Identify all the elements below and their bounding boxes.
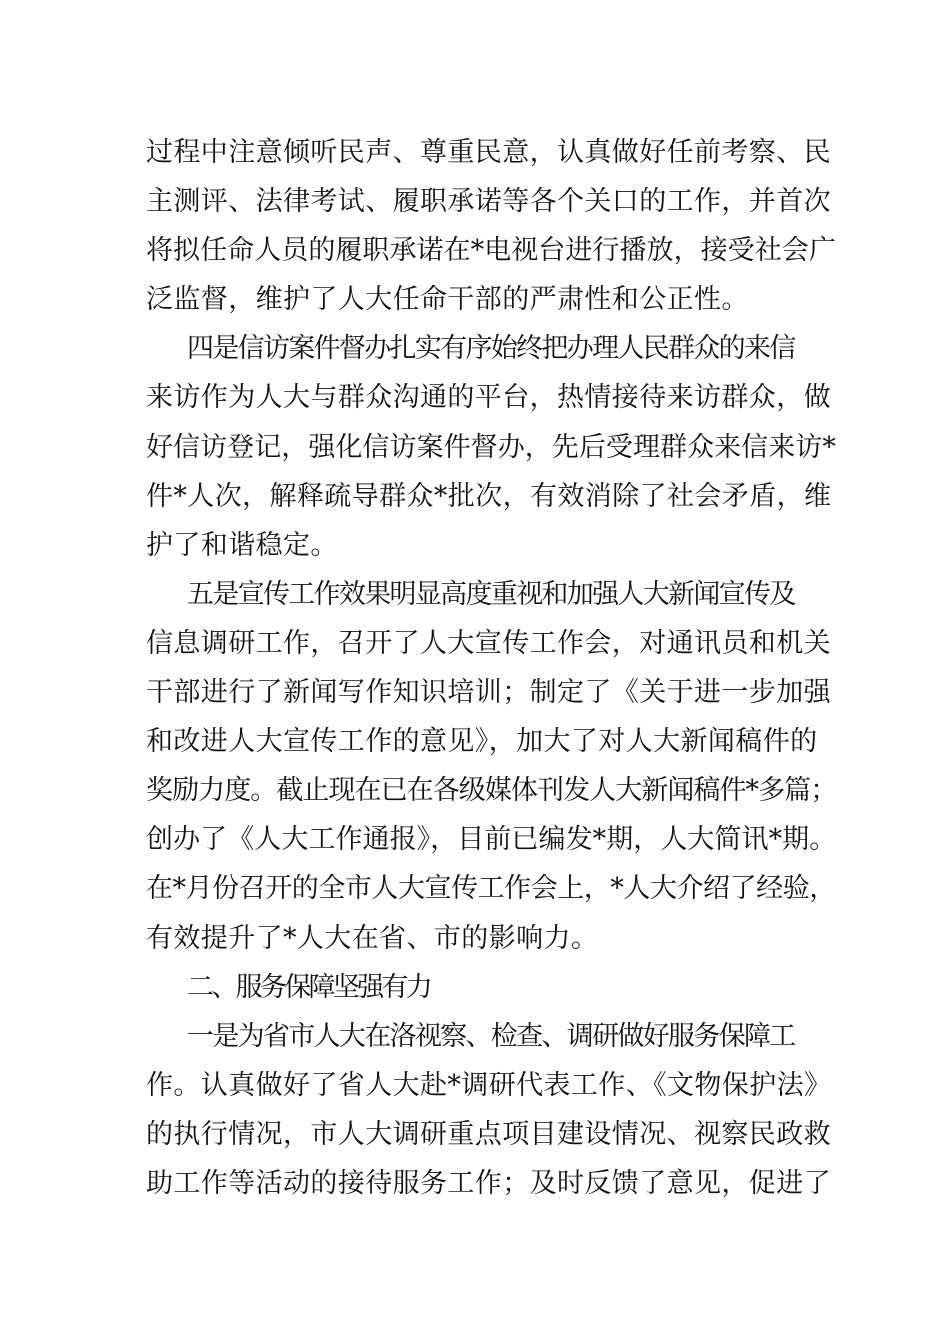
text-line: 件*人次，解释疏导群众*批次，有效消除了社会矛盾，维 [146, 480, 832, 512]
text-line: 来访作为人大与群众沟通的平台，热情接待来访群众，做 [146, 382, 831, 414]
text-line: 有效提升了*人大在省、市的影响力。 [146, 922, 599, 954]
text-line: 二、服务保障坚强有力 [187, 971, 430, 1003]
text-line: 泛监督，维护了人大任命干部的严肃性和公正性。 [146, 284, 749, 316]
text-line: 护了和谐稳定。 [146, 529, 338, 561]
text-line: 一是为省市人大在洛视察、检查、调研做好服务保障工 [187, 1020, 795, 1052]
text-line: 助工作等活动的接待服务工作；及时反馈了意见，促进了 [146, 1167, 831, 1199]
text-line: 五是宣传工作效果明显高度重视和加强人大新闻宣传及 [187, 578, 795, 610]
text-line: 创办了《人大工作通报》，目前已编发*期，人大简讯*期。 [146, 824, 837, 856]
text-line: 四是信访案件督办扎实有序始终把办理人民群众的来信 [187, 333, 795, 365]
text-line: 奖励力度。截止现在已在各级媒体刊发人大新闻稿件*多篇； [146, 775, 837, 807]
text-line: 信息调研工作，召开了人大宣传工作会，对通讯员和机关 [146, 627, 831, 659]
text-line: 干部进行了新闻写作知识培训；制定了《关于进一步加强 [146, 677, 831, 709]
text-line: 过程中注意倾听民声、尊重民意，认真做好任前考察、民 [146, 137, 831, 168]
text-line: 和改进人大宣传工作的意见》，加大了对人大新闻稿件的 [146, 726, 818, 758]
text-line: 好信访登记，强化信访案件督办，先后受理群众来信来访* [146, 431, 836, 463]
text-line: 作。认真做好了省人大赴*调研代表工作、《文物保护法》 [146, 1069, 832, 1101]
text-line: 将拟任命人员的履职承诺在*电视台进行播放，接受社会广 [146, 235, 836, 267]
text-line: 主测评、法律考试、履职承诺等各个关口的工作，并首次 [146, 186, 831, 218]
text-line: 的执行情况，市人大调研重点项目建设情况、视察民政救 [146, 1118, 831, 1150]
text-line: 在*月份召开的全市人大宣传工作会上，*人大介绍了经验， [146, 873, 836, 905]
body-text [146, 128, 837, 1208]
